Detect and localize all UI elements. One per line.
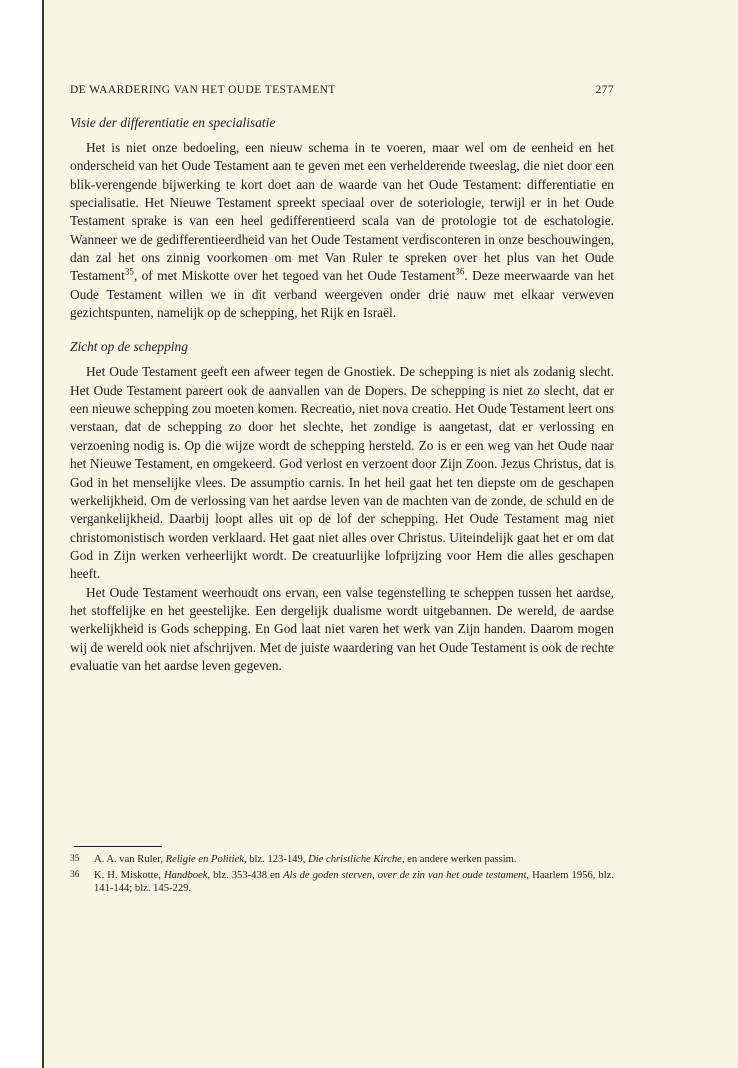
body-text (70, 114, 614, 675)
footnote-divider (74, 846, 162, 847)
page-number: 277 (595, 84, 614, 96)
footnote-35 (70, 853, 614, 867)
footnote-ref-36[interactable]: 36 (455, 266, 465, 277)
paragraph-visie-part3: . Deze meerwaarde van het Oude Testament willen we in dit verband weergeven onder drie nauw met elkaar verweven gezichtspunten, namelijk op de schepping, het Rijk en Israël. (70, 268, 614, 321)
paragraph-schepping-1: Het Oude Testament geeft een afweer tegen de Gnostiek. De schepping is niet als zodanig slecht. Het Oude Testament pareert ook de aanvallen van de Dopers. De schepping is niet zo slecht, dat er een nieuwe schepping zou moeten komen. Recreatio, niet nova creatio. Het Oude Testament leert ons verstaan, dat de schepping zo door het slechte, het zondige is aangetast, dat er verlossing en verzoening nodig is. Op die wijze wordt de schepping hersteld. Zo is er een weg van het Oude naar het Nieuwe Testament, en omgekeerd. God verlost en verzoent door Zijn Zoon. Jezus Christus, dat is God in het menselijke vlees. De assumptio carnis. In het heil gaat het ten diepste om de geschapen werkelijkheid. Om de verlossing van het aardse leven van de machten van de zonde, de schuld en de vergankelijkheid. Daarbij loopt alles uit op de lof der schepping. Het Oude Testament mag niet christomonistisch worden verklaard. Het gaat niet alles over Christus. Uiteindelijk gaat het er om dat God in Zijn werken verheerlijkt wordt. De creatuurlijke lofprijzing voor Hem die alles geschapen heeft. (70, 364, 614, 582)
footnotes (70, 853, 614, 898)
footnote-number: 36 (70, 869, 80, 880)
paragraph-visie (70, 139, 614, 322)
book-page (42, 0, 738, 1068)
footnote-work-title: Als de goden sterven, over de zin van het oude testament (283, 869, 527, 881)
section-heading-schepping: Zicht op de schepping (70, 339, 188, 355)
footnote-number: 35 (70, 854, 80, 864)
footnote-ref-35[interactable]: 35 (124, 266, 134, 277)
footnote-work-title: Religie en Politiek (165, 854, 244, 865)
paragraph-schepping-2: Het Oude Testament weerhoudt ons ervan, een valse tegenstelling te scheppen tussen het aardse, het stoffelijke en het geestelijke. Een dergelijk dualisme wordt uitgebannen. De wereld, de aardse werkelijkheid is Gods schepping. En God laat niet varen het werk van Zijn handen. Daarom mogen wij de wereld ook niet afschrijven. Met de juiste waardering van het Oude Testament is ook de rechte evaluatie van het aardse leven gegeven. (70, 584, 614, 673)
footnote-pages: , blz. 123-149, (243, 854, 309, 865)
section-heading-visie: Visie der differentiatie en specialisatie (70, 115, 276, 130)
paragraph-visie-part1: Het is niet onze bedoeling, een nieuw schema in te voeren, maar wel om de eenheid en het onderscheid van het Oude Testament aan te geven met een verhelderende tweeslag, die niet door een blik-verengende bijwerking te kort doet aan de waarde van het Oude Testament: differentiatie en specialisatie. Het Nieuwe Testament spreekt speciaal over de soteriologie, terwijl er in het Oude Testament sprake is van een heel gedifferentieerd scala van de protologie tot de eschatologie. Wanneer we de gedifferentieerdheid van het Oude Testament verdisconteren in onze beschouwingen, dan zal het ons zinnig voorkomen om met Van Ruler te spreken over het plus van het Oude Testament (70, 140, 614, 284)
footnote-tail: , en andere werken passim. (401, 854, 517, 865)
footnote-author: A. A. van Ruler, (94, 854, 166, 865)
footnote-tail: , Haarlem 1956, blz. 141-144; blz. 145-229. (94, 869, 614, 895)
running-head-title: DE WAARDERING VAN HET OUDE TESTAMENT (70, 84, 336, 96)
footnote-author: K. H. Miskotte, (94, 869, 164, 881)
footnote-pages: , blz. 353-438 en (207, 869, 284, 881)
footnote-work-title: Die christliche Kirche (308, 854, 402, 865)
footnote-work-title: Handboek (163, 869, 208, 881)
footnote-36 (70, 869, 614, 896)
paragraph-visie-part2: , of met Miskotte over het tegoed van het Oude Testament (133, 268, 456, 284)
